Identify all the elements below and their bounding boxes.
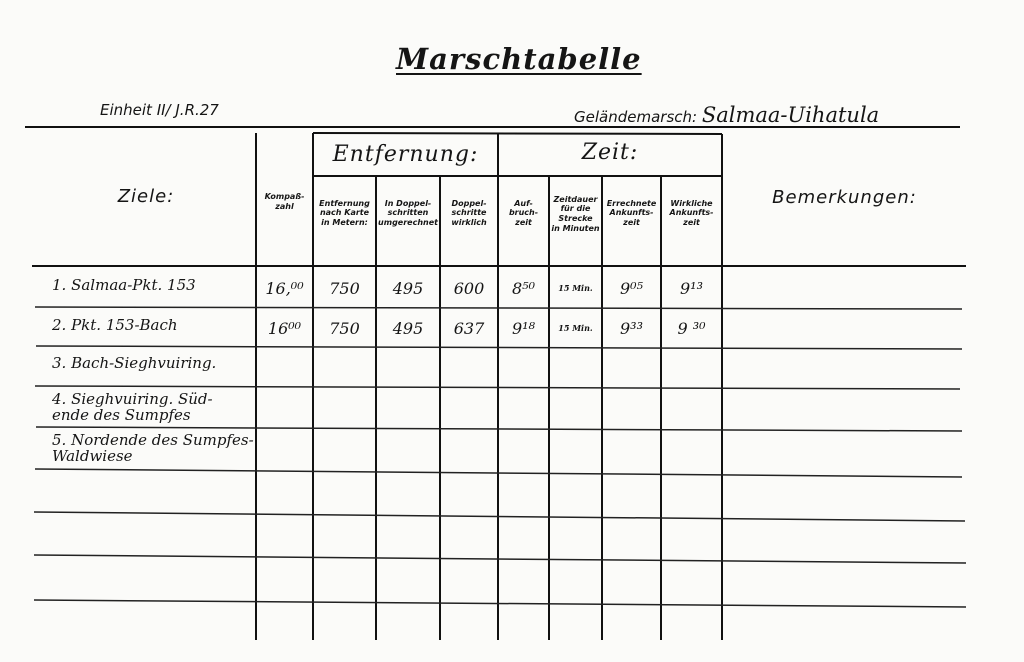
row-rule <box>34 555 966 563</box>
row-2-departure: 9¹⁸ <box>511 319 535 339</box>
row-1-duration: 15 Min. <box>558 283 593 294</box>
goal-row-3: 3. Bach-Sieghvuiring. <box>52 354 217 372</box>
row-2-map-distance: 750 <box>329 319 360 339</box>
document-title: Marschtabelle <box>396 42 642 76</box>
header-remarks: Bemerkungen: <box>772 187 917 209</box>
row-rule <box>35 307 962 309</box>
row-2-duration: 15 Min. <box>558 323 593 334</box>
header-distance-map: Entfernung nach Karte in Metern: <box>319 198 370 227</box>
row-2-actual-arrival: 9 ³⁰ <box>677 319 706 339</box>
header-time: Zeit: <box>581 139 639 165</box>
header-distance: Entfernung: <box>332 141 479 167</box>
row-1-actual-steps: 600 <box>453 279 485 299</box>
row-1-map-distance: 750 <box>329 279 360 299</box>
row-2-actual-steps: 637 <box>453 319 485 339</box>
header-actual-arrival: Wirkliche Ankunfts- zeit <box>669 198 714 227</box>
goal-row-1: 1. Salmaa-Pkt. 153 <box>52 276 196 294</box>
row-2-double-steps: 495 <box>392 319 424 339</box>
row-rule <box>34 512 965 521</box>
header-compass: Kompaß- zahl <box>264 192 305 211</box>
row-2-compass: 16⁰⁰ <box>267 319 302 339</box>
row-1-compass: 16,⁰⁰ <box>265 279 304 299</box>
field-march-caption: Geländemarsch: <box>574 108 698 126</box>
header-goals: Ziele: <box>117 186 175 208</box>
unit-label: Einheit II/ J.R.27 <box>100 101 219 119</box>
header-departure: Auf- bruch- zeit <box>508 198 539 227</box>
header-actual-steps: Doppel- schritte wirklich <box>451 198 487 227</box>
goal-row-4: 4. Sieghvuiring. Süd- ende des Sumpfes <box>52 390 213 424</box>
row-2-calculated-arrival: 9³³ <box>619 319 643 339</box>
field-march-route: Salmaa-Uihatula <box>701 103 880 127</box>
row-1-actual-arrival: 9¹³ <box>679 279 703 299</box>
goal-row-2: 2. Pkt. 153-Bach <box>52 316 178 334</box>
row-1-departure: 8⁵⁰ <box>511 279 535 299</box>
header-double-steps: In Doppel- schritten umgerechnet <box>378 198 438 227</box>
goal-row-5: 5. Nordende des Sumpfes-Waldwiese <box>52 431 254 465</box>
row-rule <box>34 600 966 607</box>
header-calculated-arrival: Errechnete Ankunfts- zeit <box>606 198 657 227</box>
row-1-double-steps: 495 <box>392 279 424 299</box>
row-1-calculated-arrival: 9⁰⁵ <box>619 279 643 299</box>
header-duration: Zeitdauer für die Strecke in Minuten <box>551 194 600 233</box>
